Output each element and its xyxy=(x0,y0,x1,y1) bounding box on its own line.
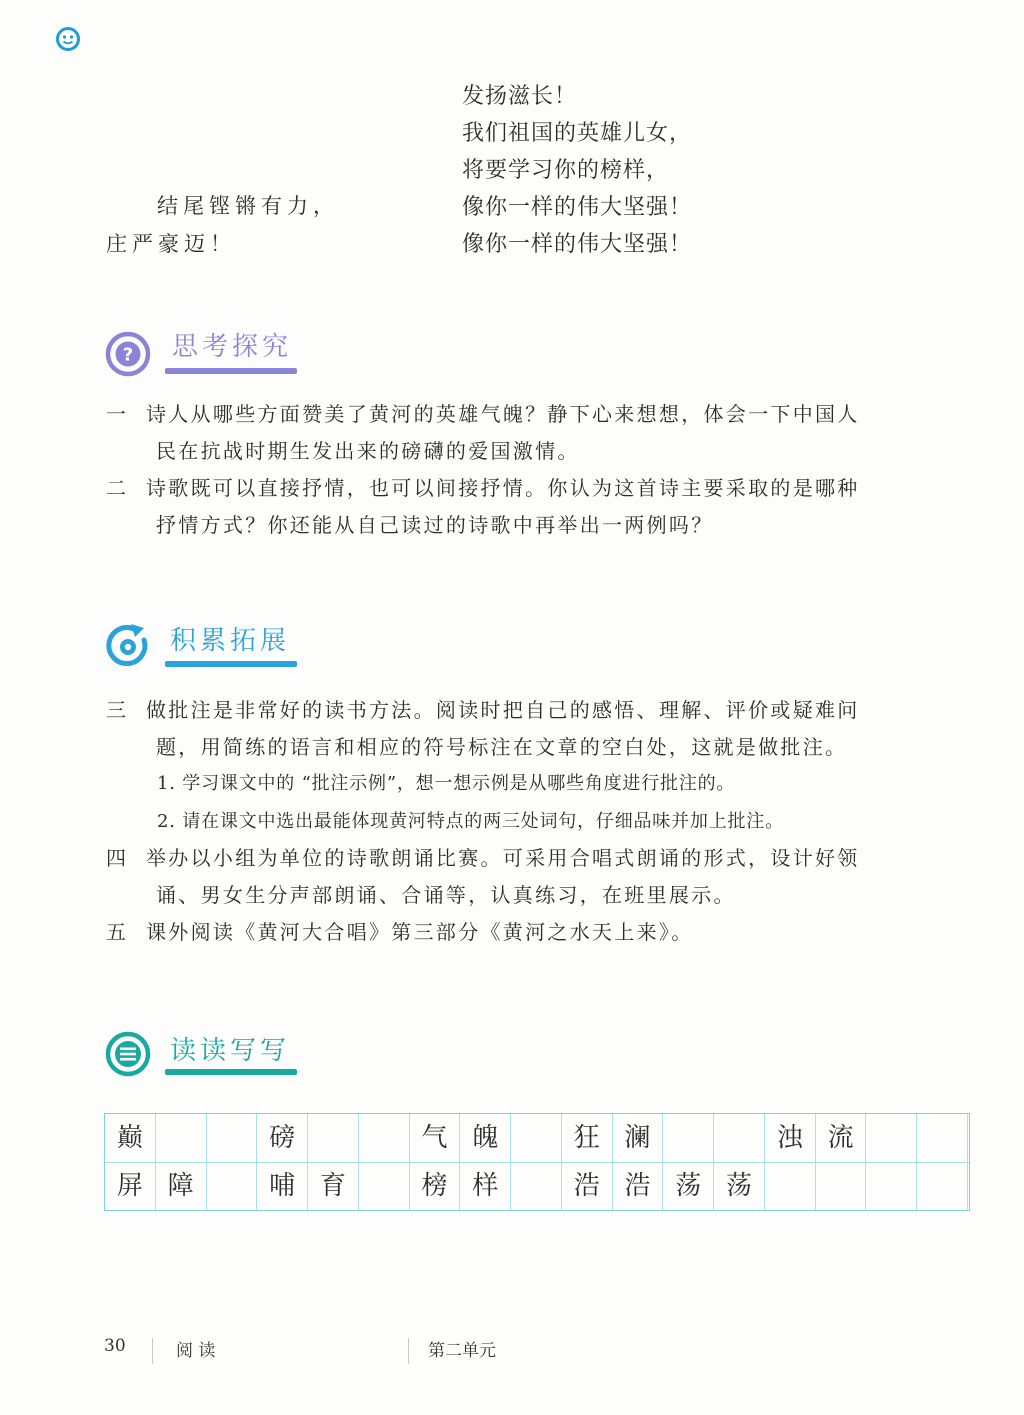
grid-cell xyxy=(511,1162,562,1210)
footer-section: 阅 读 xyxy=(176,1341,216,1361)
section-underline xyxy=(165,1069,297,1075)
poem-line: 像你一样的伟大坚强！ xyxy=(462,195,693,220)
question-text: 做批注是非常好的读书方法。阅读时把自己的感悟、理解、评价或疑难问 xyxy=(146,698,860,722)
grid-row xyxy=(105,1162,969,1210)
margin-annotation: 庄严豪迈！ xyxy=(106,232,236,256)
grid-cell: 狂 xyxy=(562,1114,613,1162)
question-mark-icon xyxy=(104,330,152,378)
grid-cell: 浩 xyxy=(613,1162,664,1210)
question-text: 诗歌既可以直接抒情，也可以间接抒情。你认为这首诗主要采取的是哪种 xyxy=(146,476,860,500)
poem-line: 发扬滋长！ xyxy=(462,84,578,109)
grid-cell xyxy=(714,1114,765,1162)
grid-cell xyxy=(917,1114,968,1162)
question-text: 题，用简练的语言和相应的符号标注在文章的空白处，这就是做批注。 xyxy=(156,735,848,759)
footer-divider xyxy=(152,1338,153,1364)
sub-question-1: 1. 学习课文中的 “批注示例”，想一想示例是从哪些角度进行批注的。 xyxy=(157,773,736,794)
grid-cell: 气 xyxy=(410,1114,461,1162)
grid-cell xyxy=(511,1114,562,1162)
poem-line: 像你一样的伟大坚强！ xyxy=(462,232,693,257)
grid-cell: 哺 xyxy=(257,1162,308,1210)
section-underline xyxy=(165,368,297,374)
footer-divider xyxy=(408,1338,409,1364)
question-number: 三 xyxy=(106,698,129,722)
section-title-think: 思考探究 xyxy=(172,332,293,362)
grid-cell xyxy=(156,1114,207,1162)
question-1 xyxy=(106,396,860,470)
section-title-readwrite: 读读写写 xyxy=(170,1036,291,1066)
question-text: 举办以小组为单位的诗歌朗诵比赛。可采用合唱式朗诵的形式，设计好领 xyxy=(146,846,860,870)
question-2 xyxy=(106,470,860,544)
grid-row xyxy=(105,1114,969,1163)
grid-cell: 磅 xyxy=(257,1114,308,1162)
refresh-arrow-icon xyxy=(104,622,152,670)
question-number: 五 xyxy=(106,920,129,944)
question-3 xyxy=(106,692,860,766)
grid-cell: 浩 xyxy=(562,1162,613,1210)
grid-cell: 流 xyxy=(816,1114,867,1162)
grid-cell: 榜 xyxy=(410,1162,461,1210)
poem-line: 我们祖国的英雄儿女， xyxy=(462,121,693,146)
question-text: 抒情方式？你还能从自己读过的诗歌中再举出一两例吗？ xyxy=(156,513,714,537)
grid-cell: 魄 xyxy=(460,1114,511,1162)
grid-cell: 荡 xyxy=(663,1162,714,1210)
grid-cell xyxy=(308,1114,359,1162)
page-number: 30 xyxy=(104,1336,126,1356)
smiley-face-icon xyxy=(55,26,81,52)
section-title-accumulate: 积累拓展 xyxy=(170,626,291,656)
question-number: 一 xyxy=(106,402,129,426)
question-4 xyxy=(106,840,860,914)
grid-cell: 澜 xyxy=(613,1114,664,1162)
question-5 xyxy=(106,914,694,951)
question-text: 民在抗战时期生发出来的磅礴的爱国激情。 xyxy=(156,439,580,463)
grid-cell xyxy=(816,1162,867,1210)
question-number: 四 xyxy=(106,846,129,870)
grid-cell xyxy=(359,1162,410,1210)
poem-line: 将要学习你的榜样， xyxy=(462,158,670,183)
footer-unit: 第二单元 xyxy=(428,1341,496,1361)
question-text: 诵、男女生分声部朗诵、合诵等，认真练习，在班里展示。 xyxy=(156,883,736,907)
grid-cell: 障 xyxy=(156,1162,207,1210)
grid-cell: 荡 xyxy=(714,1162,765,1210)
grid-cell: 育 xyxy=(308,1162,359,1210)
svg-text:?: ? xyxy=(122,344,134,366)
grid-cell xyxy=(663,1114,714,1162)
grid-cell: 屏 xyxy=(105,1162,156,1210)
grid-cell xyxy=(359,1114,410,1162)
grid-cell xyxy=(917,1162,968,1210)
question-text: 诗人从哪些方面赞美了黄河的英雄气魄？静下心来想想，体会一下中国人 xyxy=(146,402,860,426)
sub-question-2: 2. 请在课文中选出最能体现黄河特点的两三处词句，仔细品味并加上批注。 xyxy=(157,811,784,832)
margin-annotation: 结尾铿锵有力， xyxy=(157,194,339,218)
grid-cell xyxy=(866,1114,917,1162)
grid-cell: 样 xyxy=(460,1162,511,1210)
list-lines-icon xyxy=(104,1030,152,1078)
section-underline xyxy=(165,661,297,667)
grid-cell: 巅 xyxy=(105,1114,156,1162)
grid-cell xyxy=(207,1162,258,1210)
grid-cell xyxy=(765,1162,816,1210)
grid-cell xyxy=(866,1162,917,1210)
question-number: 二 xyxy=(106,476,129,500)
grid-cell xyxy=(207,1114,258,1162)
poem-stanza xyxy=(462,78,692,263)
vocabulary-grid xyxy=(104,1113,970,1211)
grid-cell: 浊 xyxy=(765,1114,816,1162)
question-text: 课外阅读《黄河大合唱》第三部分《黄河之水天上来》。 xyxy=(146,920,694,944)
